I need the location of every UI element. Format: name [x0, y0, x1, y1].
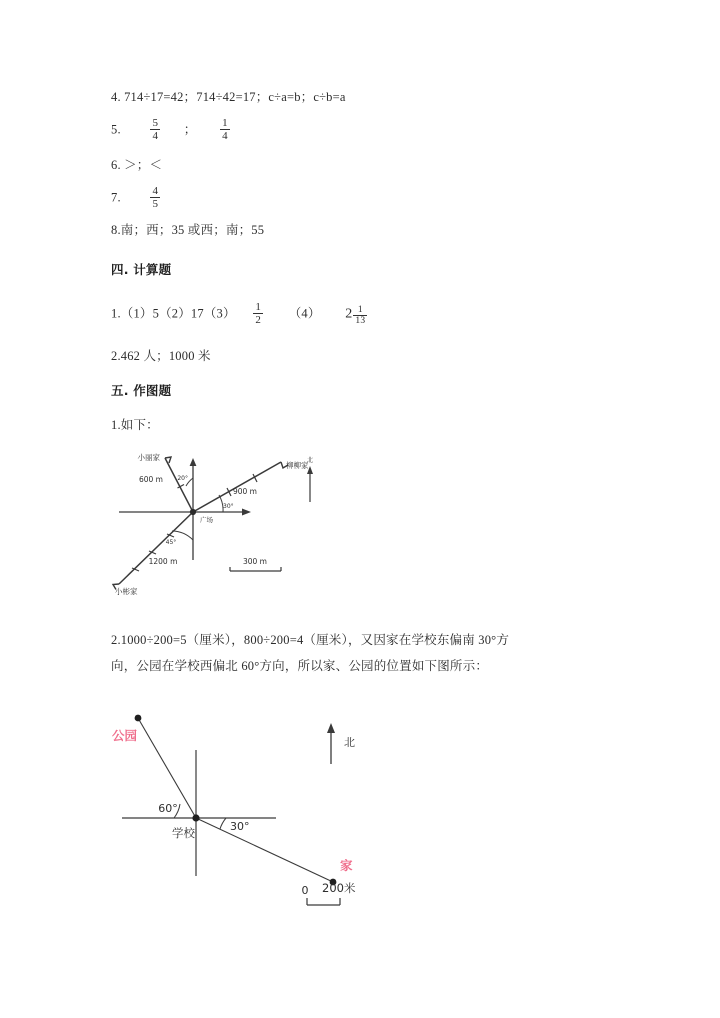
figure2-canvas — [100, 700, 390, 920]
figure1-angle-xiaobin: 45° — [165, 539, 177, 546]
answer-item-6: 6. ＞；＜ — [111, 158, 163, 172]
section-five-item-2-line-1: 2.1000÷200=5（厘米），800÷200=4（厘米），又因家在学校东偏南 30°方 — [111, 633, 510, 647]
fraction-four-fifths: $\frac{4}{5}$ — [152, 185, 159, 211]
figure2-point-park — [135, 715, 142, 722]
figure2-angle-park-label: 60° — [158, 802, 178, 815]
figure1-north-arrow-icon — [190, 458, 197, 466]
section-four-item-1-prefix: 1.（1）5（2）17（3） — [111, 306, 236, 321]
mixed-number-two-and-one-thirteenth: 2 $\frac{1}{13}$ — [345, 304, 366, 327]
figure2-angle-arc-30 — [220, 818, 226, 829]
answer-item-4: 4. 714÷17=42；714÷42=17；c÷a=b；c÷b=a — [111, 90, 346, 104]
figure1-ray-xiaobin — [119, 512, 193, 584]
figure1-canvas — [105, 450, 320, 600]
figure1-label-xiaobin: 小彬家 — [115, 587, 138, 596]
figure1-angle-liuliu: 30° — [223, 503, 234, 510]
fraction-one-fourth: $\frac{1}{4}$ — [222, 117, 228, 143]
figure2-center-label: 学校 — [172, 826, 195, 840]
figure1-origin-dot — [190, 509, 196, 515]
figure1-east-arrow-icon — [242, 509, 251, 516]
figure1-distance-liuliu: 900 m — [232, 487, 258, 496]
figure1-distance-xiaobin: 1200 m — [148, 557, 178, 566]
figure2-label-home: 家 — [340, 858, 353, 873]
figure1-north-label: 北 — [306, 457, 314, 464]
section-four-item-1 — [111, 302, 368, 328]
figure2-label-park: 公园 — [112, 728, 138, 743]
figure1-label-liuliu: 柳柳家 — [286, 461, 309, 470]
section-five-item-1-label: 1.如下： — [111, 418, 159, 432]
answer-item-5 — [111, 118, 231, 144]
figure2-scale-zero: 0 — [301, 884, 309, 897]
figure1-angle-xiaoli: 20° — [177, 475, 188, 482]
section-four-item-2: 2.462 人；1000 米 — [111, 349, 211, 363]
answer-item-5-separator: ； — [183, 122, 197, 137]
section-heading-five: 五. 作图题 — [111, 383, 172, 398]
section-five-item-2-line-2: 向，公园在学校西偏北 60°方向，所以家、公园的位置如下图所示： — [111, 658, 489, 673]
answer-item-8: 8.南；西；35 或西；南；55 — [111, 223, 265, 237]
figure1-distance-xiaoli: 600 m — [138, 475, 163, 484]
figure1-label-xiaoli: 小丽家 — [137, 453, 160, 462]
fraction-one-half: $\frac{1}{2}$ — [255, 301, 262, 327]
figure2-north-arrow-icon — [327, 723, 335, 733]
fraction-five-fourths: $\frac{5}{4}$ — [152, 117, 159, 143]
figure2-north-label: 北 — [344, 736, 355, 749]
figure-square-direction — [105, 450, 320, 600]
section-four-item-1-mid: （4） — [288, 306, 321, 321]
figure1-center-label: 广场 — [200, 516, 213, 524]
answer-item-5-index: 5. — [111, 122, 121, 137]
answer-item-7 — [111, 186, 161, 212]
figure2-angle-home-label: 30° — [230, 820, 250, 833]
section-heading-four: 四. 计算题 — [111, 262, 172, 277]
answer-item-7-index: 7. — [111, 190, 121, 205]
figure1-ray-xiaoli — [165, 458, 193, 512]
section-five-item-2-paragraph — [111, 628, 641, 679]
figure2-scale-label: 200米 — [322, 881, 356, 895]
figure2-origin-dot — [192, 814, 199, 821]
figure-school-home-park — [100, 700, 390, 920]
figure1-scale-label: 300 m — [242, 557, 268, 566]
figure2-ray-home — [196, 818, 333, 882]
